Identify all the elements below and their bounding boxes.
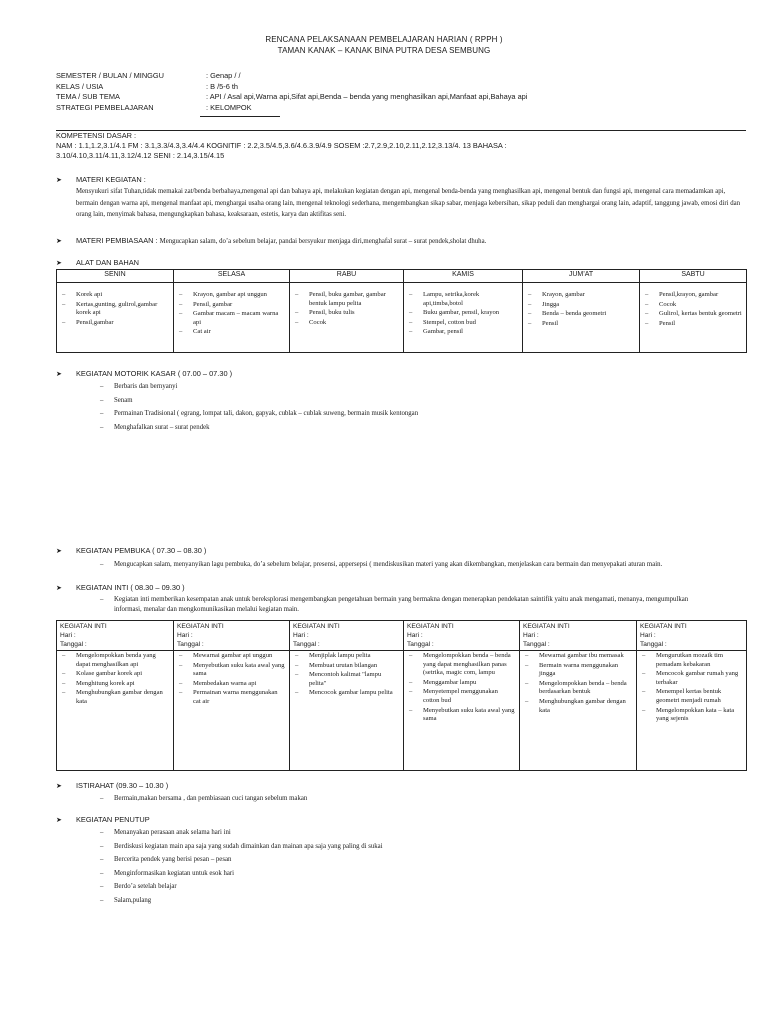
meta-row-tema — [56, 92, 527, 103]
divider — [200, 116, 280, 117]
list-item: – Menggambar lampu — [407, 679, 516, 688]
list-item: – Pensil, gambar — [177, 301, 286, 310]
table-cell — [174, 651, 290, 771]
table-cell — [57, 283, 174, 353]
table-cell — [57, 651, 174, 771]
list-item: – Cocok — [293, 319, 400, 328]
kompetensi-line: NAM : 1.1,1.2,3.1/4.1 FM : 3.1,3.3/4.3,3.4/4.4 KOGNITIF : 2.2,3.5/4.5,3.6/4.6.3.9/4.9 SOSEM :2.7,2.9,2.10,2.11,2.12,3.13/4. 13 BAHASA : — [56, 141, 507, 150]
list-item: – Pensil, buku gambar, gambar bentuk lampu pelita — [293, 291, 400, 308]
materi-pembiasaan-text: Mengucapkan salam, do’a sebelum belajar, pandai bersyukur menjaga diri,menghafal surat – surat pendek,sholat dhuha. — [159, 238, 487, 245]
ki-tanggal: Tanggal : — [293, 641, 320, 648]
section-pembuka — [56, 546, 206, 555]
meta-value: : B /5-6 th — [206, 81, 239, 91]
list-item: – Menyebutkan suku kata awal yang sama — [407, 707, 516, 724]
section-istirahat — [56, 781, 168, 790]
list-item: – Mewarnai gambar api unggun — [177, 652, 286, 661]
list-item: – Salam,pulang — [100, 894, 383, 908]
section-title: ALAT DAN BAHAN — [76, 258, 139, 267]
ki-hari: Hari : — [60, 632, 76, 639]
list-item: – Mengelompokkan benda yang dapat menghasilkan api — [60, 652, 170, 669]
ki-title: KEGIATAN INTI — [177, 623, 224, 630]
materi-kegiatan-text: Mensyukuri sifat Tuhan,tidak memakai zat/benda berbahaya,mengenal api dan bahaya api, melakukan kegiatan dengan api, mengenal benda-benda yang menghasilkan api, mengenal bentuk dan fungsi api, mengenal cara memadamkan api, bermain dengan warna api, mengenal manfaat api, menghargai usaha orang lain, mengenal teknologi sederhana, mengembangkan sikap sabar, menjaga kebersihan, sikap peduli dan menghargai orang lain, adaptif, tanggung jawab, emosi diri dan orang lain, menyimak bahasa, mengungkapkan bahasa, keaksaraan, estetis, karya dan aktifitas seni. — [76, 188, 741, 218]
ki-hari: Hari : — [407, 632, 423, 639]
table-header-cell — [404, 621, 520, 651]
list-item: – Menjiplak lampu pelita — [293, 652, 400, 661]
day-header: JUM’AT — [523, 270, 640, 283]
section-penutup — [56, 815, 150, 824]
list-item: – Membuat urutan bilangan — [293, 662, 400, 671]
meta-value: : Genap / / — [206, 71, 241, 80]
list-item: – Korek api — [60, 291, 170, 300]
list-item: – Menyebutkan suku kata awal yang sama — [177, 662, 286, 679]
list-item: – Benda – benda geometri — [526, 310, 636, 319]
kompetensi-label: KOMPETENSI DASAR : — [56, 131, 137, 140]
ki-title: KEGIATAN INTI — [523, 623, 570, 630]
arrow-bullet-icon: ➤ — [56, 177, 62, 184]
table-header-row — [57, 621, 747, 651]
section-title: MATERI PEMBIASAAN : — [76, 236, 158, 245]
arrow-bullet-icon: ➤ — [56, 371, 62, 378]
list-item: – Pensil,krayon, gambar — [643, 291, 743, 300]
table-header-cell — [520, 621, 637, 651]
section-alat-bahan — [56, 258, 139, 267]
list-item: – Kolase gambar korek api — [60, 670, 170, 679]
meta-value: : API / Asal api,Warna api,Sifat api,Benda – benda yang menghasilkan api,Manfaat api,Bahaya api — [206, 92, 528, 101]
list-item: – Gambar macam – macam warna api — [177, 310, 286, 327]
table-cell — [174, 283, 290, 353]
meta-key: TEMA / SUB TEMA — [56, 92, 120, 101]
meta-value: : KELOMPOK — [206, 102, 252, 112]
inti-desc-list — [100, 595, 700, 615]
section-title: ISTIRAHAT (09.30 – 10.30 ) — [76, 781, 169, 790]
day-header: RABU — [290, 270, 404, 283]
ki-hari: Hari : — [523, 632, 539, 639]
list-item: – Mencontoh kalimat "lampu pelita" — [293, 671, 400, 688]
section-materi-pembiasaan — [56, 236, 486, 245]
list-item: – Menanyakan perasaan anak selama hari ini — [100, 826, 383, 840]
list-item: – Gulirol, kertas bentuk geometri — [643, 310, 743, 319]
list-item: – Pensil, buku tulis — [293, 309, 400, 318]
day-header: SELASA — [174, 270, 290, 283]
ki-tanggal: Tanggal : — [523, 641, 550, 648]
list-item: – Kertas,gunting, gulirol,gambar korek api — [60, 301, 170, 318]
table-row — [57, 283, 747, 353]
document-title: RENCANA PELAKSANAAN PEMBELAJARAN HARIAN ( RPPH ) — [265, 35, 503, 44]
list-item: – Lampu, setrika,korek api,timba,botol — [407, 291, 519, 308]
list-item: – Mengucapkan salam, menyanyikan lagu pembuka, do’a sebelum belajar, presensi, appersepsi ( mendiskusikan materi yang akan dikembangkan, menjelaskan cara bermain dan menyepakati aturan main. — [100, 558, 662, 572]
ki-title: KEGIATAN INTI — [60, 623, 107, 630]
list-item: – Mewarnai gambar ibu memasak — [523, 652, 633, 661]
list-item: – Menempel kertas bentuk geometri menjadi rumah — [640, 688, 743, 705]
list-item: – Bercerita pendek yang berisi pesan – pesan — [100, 853, 383, 867]
table-header-cell — [637, 621, 747, 651]
list-item: – Berdo’a setelah belajar — [100, 880, 383, 894]
list-item: – Mengurutkan mozaik tim pemadam kebakaran — [640, 652, 743, 669]
ki-hari: Hari : — [293, 632, 309, 639]
list-item: – Jingga — [526, 301, 636, 310]
arrow-bullet-icon: ➤ — [56, 817, 62, 824]
section-motorik-kasar — [56, 369, 232, 378]
list-item: – Menginformasikan kegiatan untuk esok hari — [100, 867, 383, 881]
section-title: KEGIATAN MOTORIK KASAR ( 07.00 – 07.30 ) — [76, 369, 233, 378]
arrow-bullet-icon: ➤ — [56, 783, 62, 790]
table-header-cell — [174, 621, 290, 651]
list-item: – Permainan warna menggunakan cat air — [177, 689, 286, 706]
ki-hari: Hari : — [177, 632, 193, 639]
ki-title: KEGIATAN INTI — [293, 623, 340, 630]
list-item: – Cocok — [643, 301, 743, 310]
list-item: – Pensil — [643, 320, 743, 329]
meta-row-strategi — [56, 103, 527, 114]
meta-info — [56, 71, 527, 113]
meta-row-kelas — [56, 82, 527, 93]
list-item: – Menyetempel menggunakan cotton bud — [407, 688, 516, 705]
list-item: – Menghafalkan surat – surat pendek — [100, 421, 418, 435]
pembuka-list — [100, 558, 662, 572]
table-cell — [520, 651, 637, 771]
ki-tanggal: Tanggal : — [640, 641, 667, 648]
list-item: – Mengelompokkan benda – benda yang dapat menghasilkan panas (setrika, magic com, lampu — [407, 652, 516, 678]
list-item: – Berbaris dan bernyanyi — [100, 380, 418, 394]
list-item: – Krayon, gambar api unggun — [177, 291, 286, 300]
table-cell — [404, 283, 523, 353]
ki-title: KEGIATAN INTI — [640, 623, 687, 630]
list-item: – Permainan Tradisional ( egrang, lompat tali, dakon, gapyak, cublak – cublak suweng, bermain musik kentongan — [100, 407, 418, 421]
list-item: – Stempel, cotton bud — [407, 319, 519, 328]
ki-title: KEGIATAN INTI — [407, 623, 454, 630]
list-item: – Pensil,gambar — [60, 319, 170, 328]
list-item: – Membedakan warna api — [177, 680, 286, 689]
ki-tanggal: Tanggal : — [177, 641, 204, 648]
list-item: – Menghitung korek api — [60, 680, 170, 689]
day-header: SENIN — [57, 270, 174, 283]
motorik-list — [100, 380, 418, 434]
section-title: KEGIATAN INTI ( 08.30 – 09.30 ) — [76, 583, 185, 592]
section-title: KEGIATAN PENUTUP — [76, 815, 150, 824]
arrow-bullet-icon: ➤ — [56, 585, 62, 592]
penutup-list — [100, 826, 383, 907]
list-item: – Menghubungkan gambar dengan kata — [60, 689, 170, 706]
istirahat-list — [100, 792, 307, 806]
arrow-bullet-icon: ➤ — [56, 238, 62, 245]
section-materi-kegiatan — [56, 175, 146, 184]
section-title: KEGIATAN PEMBUKA ( 07.30 – 08.30 ) — [76, 546, 207, 555]
list-item: – Bermain,makan bersama , dan pembiasaan cuci tangan sebelum makan — [100, 792, 307, 806]
list-item: – Mencocok gambar lampu pelita — [293, 689, 400, 698]
list-item: – Gambar, pensil — [407, 328, 519, 337]
list-item: – Berdiskusi kegiatan main apa saja yang sudah dimainkan dan mainan apa saja yang paling di sukai — [100, 840, 383, 854]
list-item: – Senam — [100, 394, 418, 408]
arrow-bullet-icon: ➤ — [56, 548, 62, 555]
day-header: KAMIS — [404, 270, 523, 283]
day-header: SABTU — [640, 270, 747, 283]
table-cell — [523, 283, 640, 353]
list-item: – Cat air — [177, 328, 286, 337]
table-header-row — [57, 270, 747, 283]
kompetensi-line: 3.10/4.10,3.11/4.11,3.12/4.12 SENI : 2.14,3.15/4.15 — [56, 151, 225, 160]
section-title: MATERI KEGIATAN : — [76, 175, 146, 184]
school-name: TAMAN KANAK – KANAK BINA PUTRA DESA SEMBUNG — [277, 46, 491, 55]
table-cell — [290, 651, 404, 771]
list-item: – Mengelompokkan benda – benda berdasarkan bentuk — [523, 680, 633, 697]
list-item: – Bermain warna menggunakan jingga — [523, 662, 633, 679]
list-item: – Menghubungkan gambar dengan kata — [523, 698, 633, 715]
meta-key: SEMESTER / BULAN / MINGGU — [56, 71, 165, 80]
table-row — [57, 651, 747, 771]
ki-tanggal: Tanggal : — [407, 641, 434, 648]
section-inti — [56, 583, 185, 592]
table-cell — [290, 283, 404, 353]
list-item: – Krayon, gambar — [526, 291, 636, 300]
table-cell — [404, 651, 520, 771]
meta-key: STRATEGI PEMBELAJARAN — [56, 102, 154, 112]
table-cell — [637, 651, 747, 771]
table-cell — [640, 283, 747, 353]
alat-bahan-table — [56, 269, 747, 353]
ki-tanggal: Tanggal : — [60, 641, 87, 648]
list-item: – Mencocok gambar rumah yang terbakar — [640, 670, 743, 687]
table-header-cell — [290, 621, 404, 651]
list-item: – Kegiatan inti memberikan kesempatan anak untuk bereksplorasi mengembangkan pengetahuan bermain yang bermakna dengan menerapkan pendekatan saintifik yaitu anak mengamati, menanya, mengumpulkan informasi, menalar dan mengkomunikasikan melalui kegiatan main. — [100, 595, 700, 615]
ki-hari: Hari : — [640, 632, 656, 639]
arrow-bullet-icon: ➤ — [56, 260, 62, 267]
meta-key: KELAS / USIA — [56, 81, 104, 91]
list-item: – Buku gambar, pensil, krayon — [407, 309, 519, 318]
list-item: – Pensil — [526, 320, 636, 329]
table-header-cell — [57, 621, 174, 651]
list-item: – Mengelompokkan kata – kata yang sejenis — [640, 707, 743, 724]
kegiatan-inti-table — [56, 620, 747, 771]
meta-row-semester — [56, 71, 527, 82]
kompetensi-dasar — [56, 131, 746, 161]
